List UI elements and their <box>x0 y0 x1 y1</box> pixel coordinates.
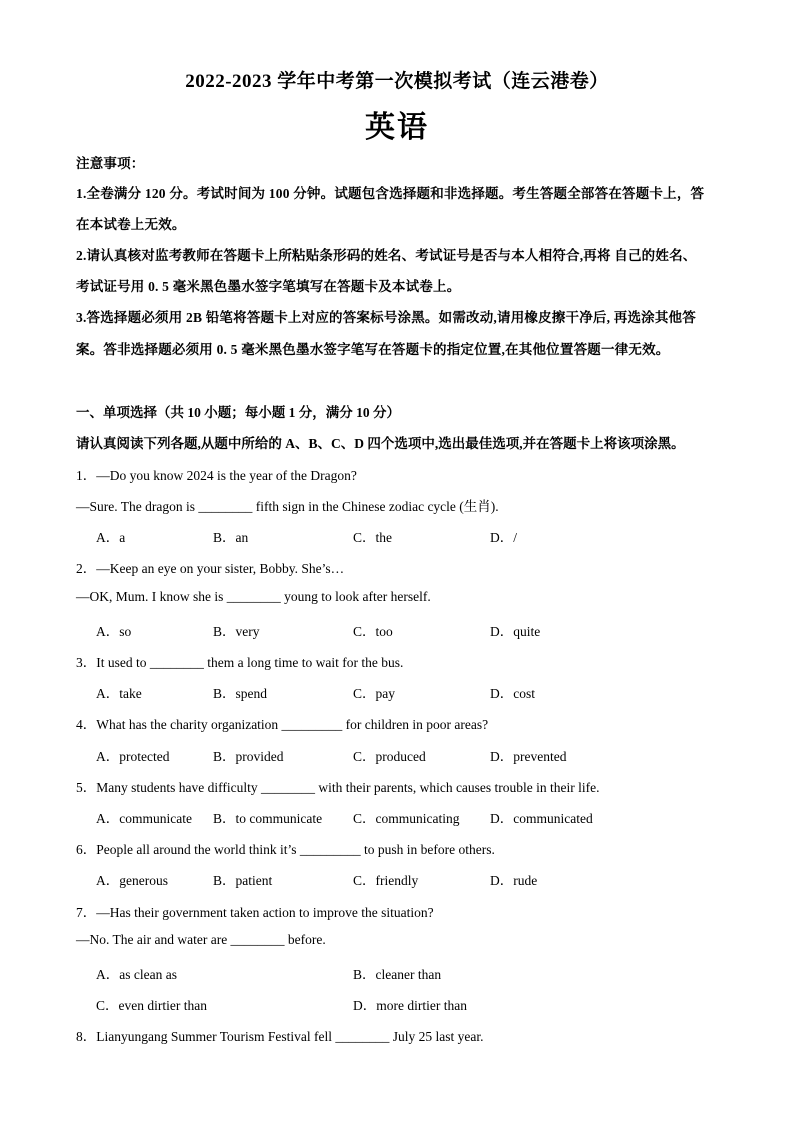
option-row <box>96 745 736 763</box>
notice-line: 1.全卷满分 120 分。考试时间为 100 分钟。试题包含选择题和非选择题。考生答题全部答在答题卡上，答 <box>76 186 705 201</box>
option-d: D．prevented <box>490 749 567 764</box>
question-text: 3．It used to ________ them a long time to wait for the bus. <box>76 655 404 670</box>
option-row <box>96 682 736 700</box>
option-b: B．very <box>213 624 260 639</box>
option-c: C．too <box>353 624 393 639</box>
notice-line: 考试证号用 0. 5 毫米黑色墨水签字笔填写在答题卡及本试卷上。 <box>76 279 461 294</box>
option-c: C．produced <box>353 749 426 764</box>
subject-title: 英语 <box>365 111 429 144</box>
option-b: B．provided <box>213 749 284 764</box>
notice-line: 案。答非选择题必须用 0. 5 毫米黑色墨水签字笔写在答题卡的指定位置,在其他位置答题一律无效。 <box>76 342 670 357</box>
section-heading: 一、单项选择（共 10 小题；每小题 1 分，满分 10 分） <box>76 405 400 420</box>
notice-line: 3.答选择题必须用 2B 铅笔将答题卡上对应的答案标号涂黑。如需改动,请用橡皮擦干净后, 再选涂其他答 <box>76 310 696 325</box>
option-d: D．more dirtier than <box>353 998 467 1013</box>
option-row <box>96 994 736 1012</box>
option-b: B．patient <box>213 873 273 888</box>
option-d: D．/ <box>490 530 517 545</box>
option-row <box>96 963 736 981</box>
section-instruction: 请认真阅读下列各题,从题中所给的 A、B、C、D 四个选项中,选出最佳选项,并在答题卡上将该项涂黑。 <box>76 436 685 451</box>
option-d: D．communicated <box>490 811 593 826</box>
option-b: B．to communicate <box>213 811 323 826</box>
question-text: —Sure. The dragon is ________ fifth sign in the Chinese zodiac cycle (生肖). <box>76 499 499 514</box>
question-text: —OK, Mum. I know she is ________ young to look after herself. <box>76 589 431 604</box>
option-c: C．friendly <box>353 873 419 888</box>
option-c: C．the <box>353 530 392 545</box>
question-text: 6．People all around the world think it’s _________ to push in before others. <box>76 842 495 857</box>
notice-line: 在本试卷上无效。 <box>76 217 186 232</box>
option-row <box>96 869 736 887</box>
option-d: D．rude <box>490 873 538 888</box>
option-b: B．cleaner than <box>353 967 442 982</box>
exam-title: 2022-2023 学年中考第一次模拟考试（连云港卷） <box>185 71 609 92</box>
option-a: A．as clean as <box>96 967 177 982</box>
option-a: A．protected <box>96 749 170 764</box>
option-row <box>96 620 736 638</box>
option-b: B．spend <box>213 686 267 701</box>
option-b: B．an <box>213 530 249 545</box>
option-c: C．even dirtier than <box>96 998 207 1013</box>
question-text: 7．—Has their government taken action to improve the situation? <box>76 905 434 920</box>
question-text: —No. The air and water are ________ before. <box>76 932 326 947</box>
option-d: D．cost <box>490 686 535 701</box>
option-a: A．communicate <box>96 811 192 826</box>
option-a: A．so <box>96 624 132 639</box>
option-row <box>96 807 736 825</box>
option-a: A．take <box>96 686 142 701</box>
question-text: 2．—Keep an eye on your sister, Bobby. She’s… <box>76 561 345 576</box>
notice-heading: 注意事项： <box>76 156 145 171</box>
question-text: 5．Many students have difficulty ________ with their parents, which causes trouble in their life. <box>76 780 600 795</box>
option-a: A．a <box>96 530 126 545</box>
question-text: 4．What has the charity organization _________ for children in poor areas? <box>76 717 489 732</box>
option-row <box>96 526 736 544</box>
option-c: C．pay <box>353 686 395 701</box>
option-a: A．generous <box>96 873 168 888</box>
option-d: D．quite <box>490 624 541 639</box>
option-c: C．communicating <box>353 811 460 826</box>
question-text: 1．—Do you know 2024 is the year of the Dragon? <box>76 468 357 483</box>
question-text: 8．Lianyungang Summer Tourism Festival fell ________ July 25 last year. <box>76 1029 484 1044</box>
notice-line: 2.请认真核对监考教师在答题卡上所粘贴条形码的姓名、考试证号是否与本人相符合,再将 自己的姓名、 <box>76 248 697 263</box>
